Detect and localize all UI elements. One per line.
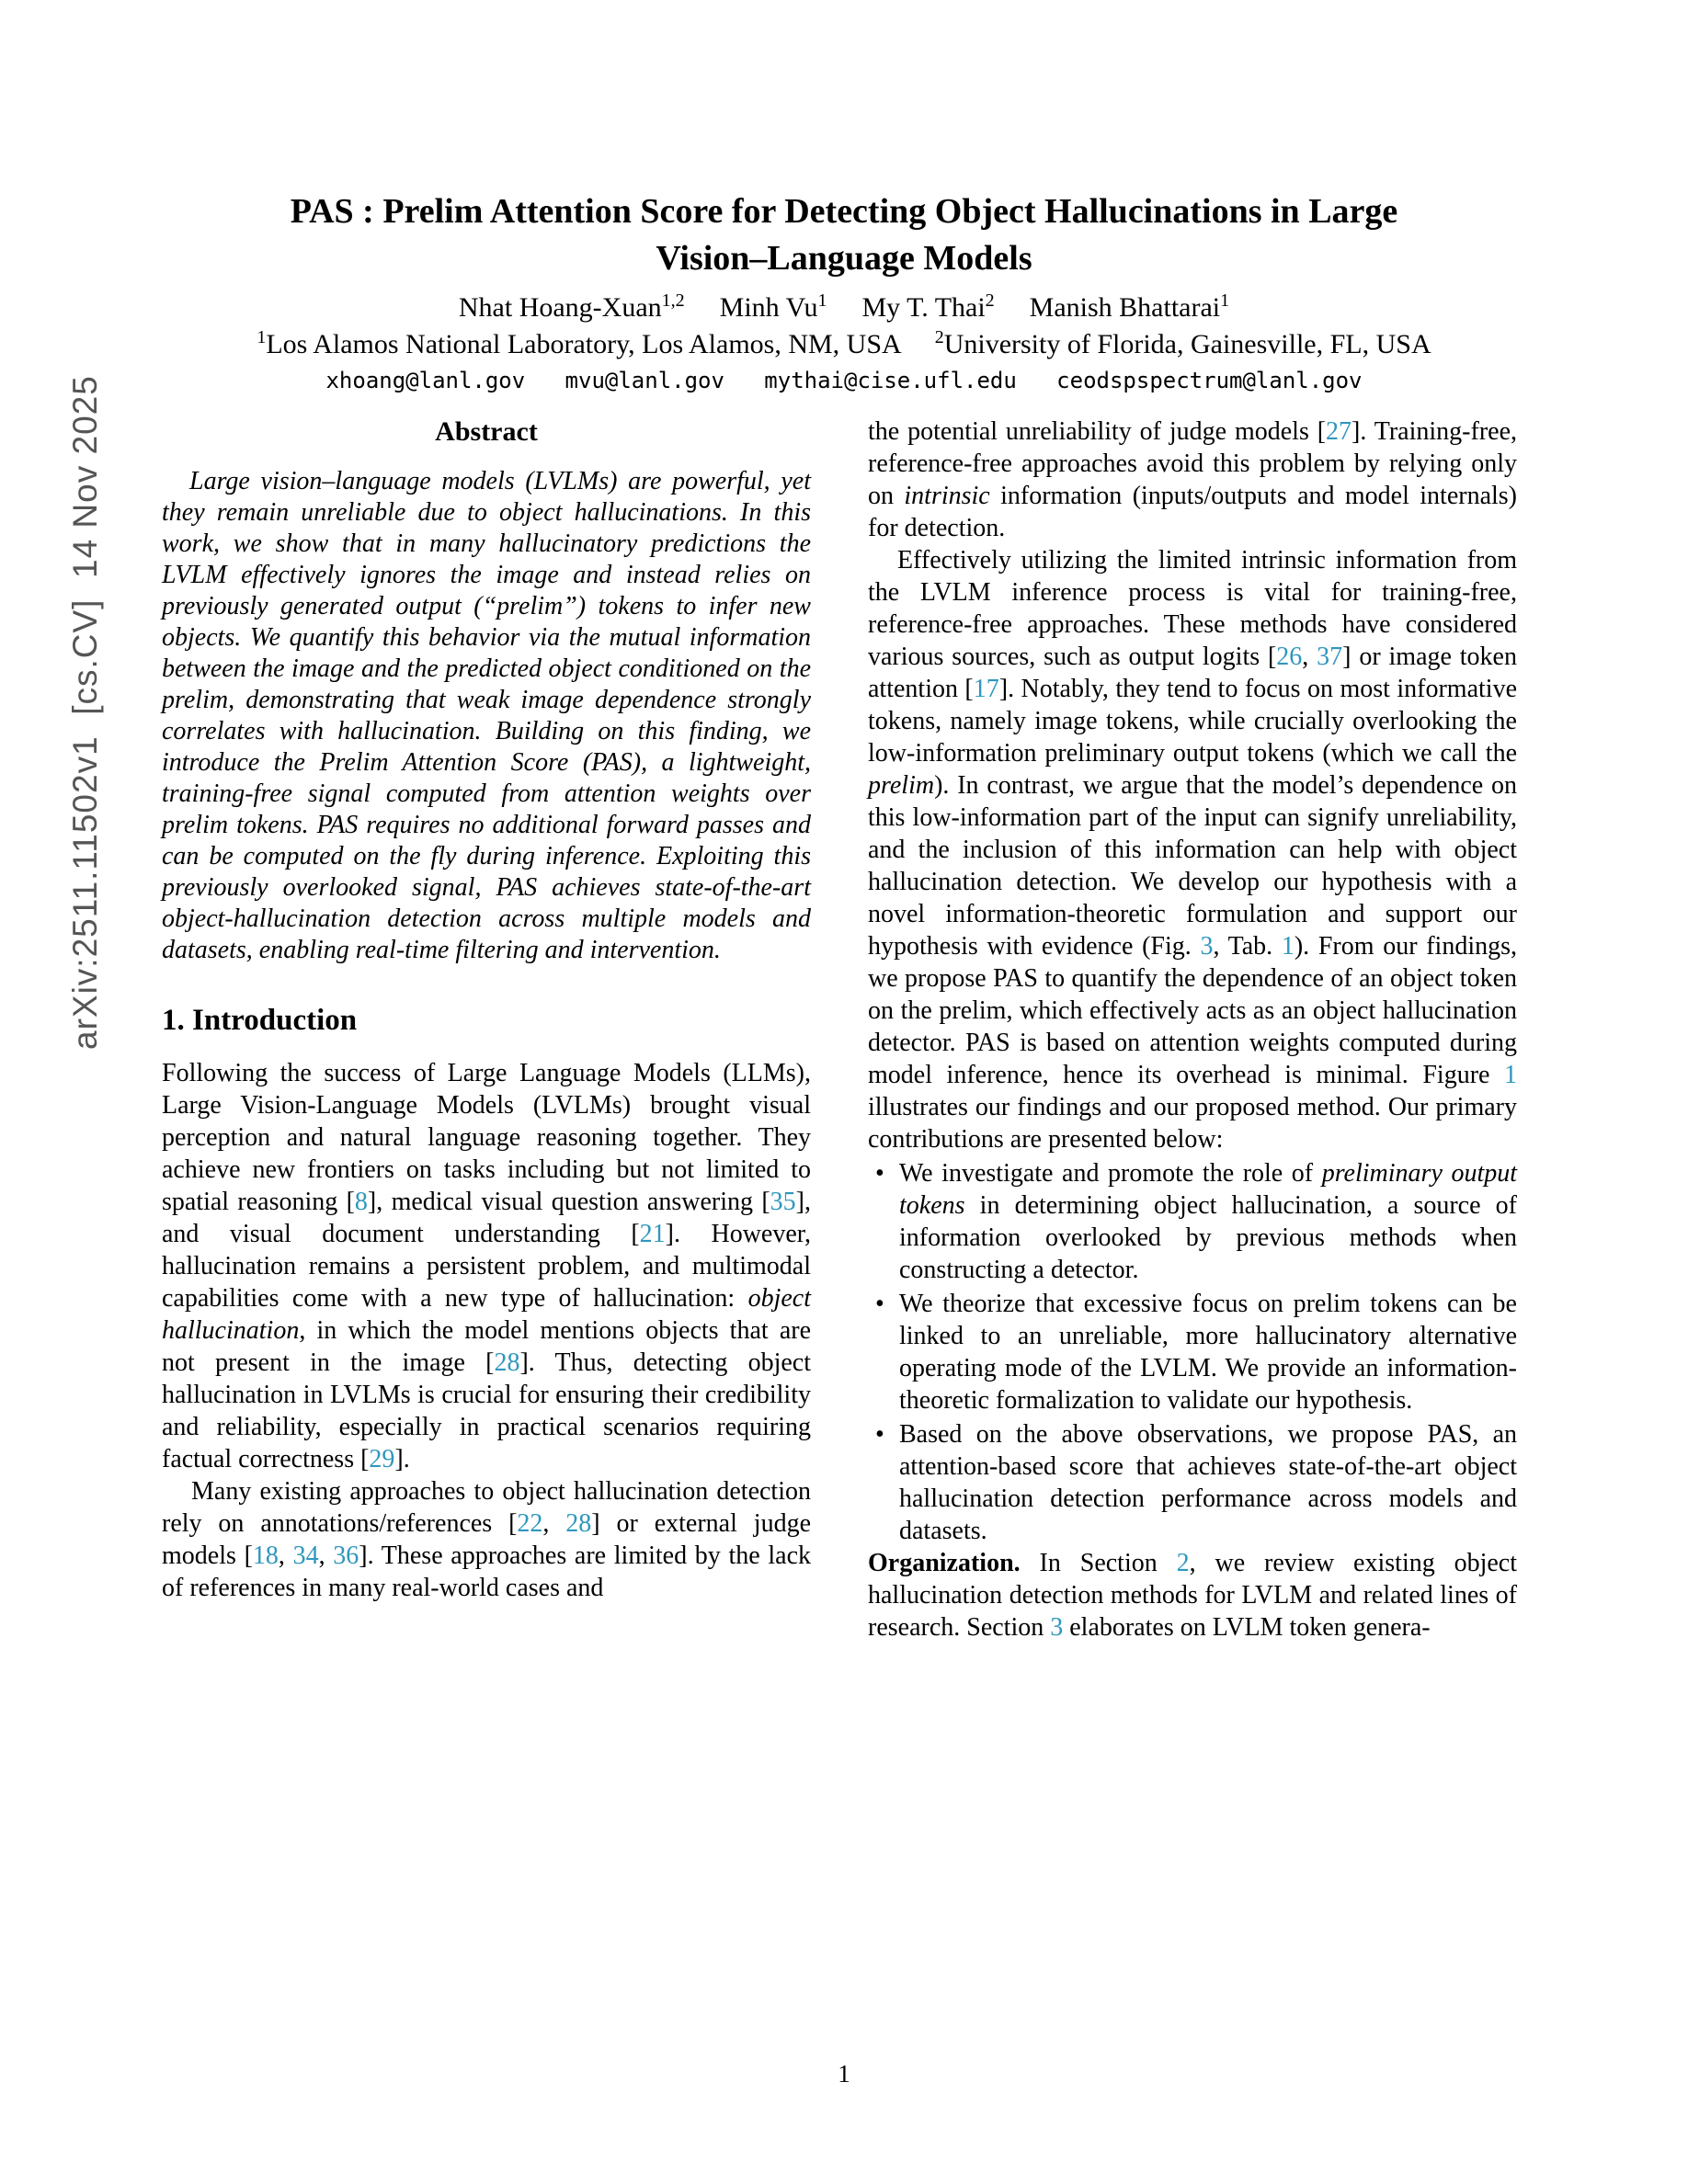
text-segment: ). In contrast, we argue that the model’s dependence on this low-information part of the input can signify unreliability, and the inclusion of this information can help with object hallucination detection. We develop our hypothesis with a novel information-theoretic formulation and support our hypothesis with evidence (Fig. (868, 771, 1517, 961)
text-segment: ]. Thus, detecting object hallucination in LVLMs is crucial for ensuring their credibility and reliability, especially in practical scenarios requiring factual correctness [ (162, 1348, 812, 1473)
left-column (162, 415, 811, 1604)
text-segment: ]. Training-free, reference-free approaches avoid this problem by relying only on (868, 417, 1518, 510)
citation-link[interactable]: 2 (1176, 1549, 1190, 1577)
contribution-text (899, 1290, 1517, 1415)
intro-paragraph-2 (162, 1475, 811, 1604)
text-segment: We theorize that excessive focus on prelim tokens can be linked to an unreliable, more hallucinatory alternative operating mode of the LVLM. We provide an information-theoretic formalization to validate our hypothesis. (899, 1290, 1517, 1415)
contribution-text (899, 1420, 1517, 1545)
text-segment: ] or external judge models [ (162, 1509, 811, 1570)
author-name: Manish Bhattarai (1029, 292, 1221, 323)
text-segment: ]. (394, 1445, 410, 1473)
right-paragraph-2 (868, 544, 1517, 1155)
citation-link[interactable]: 18 (252, 1541, 279, 1570)
author-affiliation-marker: 1 (1220, 290, 1230, 311)
text-segment: in determining object hallucination, a source of information overlooked by previous methods when constructing a detector. (899, 1191, 1517, 1284)
organization-paragraph (868, 1547, 1517, 1644)
list-item (868, 1288, 1517, 1416)
citation-link[interactable]: 28 (494, 1348, 520, 1377)
text-segment: We investigate and promote the role of (899, 1159, 1322, 1188)
author-emails: xhoang@lanl.gov mvu@lanl.gov mythai@cise.ufl.edu ceodspspectrum@lanl.gov (325, 368, 1363, 393)
text-segment: , (1302, 643, 1317, 671)
citation-link[interactable]: 17 (973, 675, 999, 703)
text-segment: ]. These approaches are limited by the lack of references in many real-world cases and (162, 1541, 811, 1602)
text-segment: elaborates on LVLM token genera- (1063, 1613, 1431, 1642)
intro-paragraph-1 (162, 1057, 811, 1475)
text-segment: intrinsic (904, 482, 990, 510)
author (862, 292, 995, 323)
bullet-icon: • (875, 1420, 884, 1449)
author-name: Minh Vu (719, 292, 818, 323)
author-affiliation-marker: 2 (985, 290, 995, 311)
citation-link[interactable]: 36 (333, 1541, 359, 1570)
text-segment: Organization. (868, 1549, 1021, 1577)
citation-link[interactable]: 34 (292, 1541, 319, 1570)
text-segment: Following the success of Large Language Models (LLMs), Large Vision-Language Models (LVLMs) brought visual perception and natural language reasoning together. They achieve new frontiers on tasks including but not limited to spatial reasoning [ (162, 1059, 811, 1216)
right-paragraph-1 (868, 415, 1517, 544)
affiliation (257, 329, 901, 359)
section-heading-introduction: 1. Introduction (162, 1004, 358, 1037)
text-segment: object hallucination (162, 1284, 811, 1345)
arxiv-watermark: arXiv:2511.11502v1 [cs.CV] 14 Nov 2025 (66, 375, 104, 1050)
page-number: 1 (838, 2060, 850, 2087)
text-segment: Based on the above observations, we propose PAS, an attention-based score that achieves state-of-the-art object hallucination detection performance across models and datasets. (899, 1420, 1517, 1545)
bullet-icon: • (875, 1159, 884, 1188)
abstract-text: Large vision–language models (LVLMs) are powerful, yet they remain unreliable due to object hallucinations. In this work, we show that in many hallucinatory predictions the LVLM effectively ignores the image and instead relies on previously generated output (“prelim”) tokens to infer new objects. We quantify this behavior via the mutual information between the image and the predicted object conditioned on the prelim, demonstrating that weak image dependence strongly correlates with hallucination. Building on this finding, we introduce the Prelim Attention Score (PAS), a lightweight, training-free signal computed from attention weights over prelim tokens. PAS requires no additional forward passes and can be computed on the fly during inference. Exploiting this previously overlooked signal, PAS achieves state-of-the-art object-hallucination detection across multiple models and datasets, enabling real-time filtering and intervention. (162, 467, 811, 964)
bullet-icon: • (875, 1290, 884, 1318)
text-segment: preliminary output tokens (899, 1159, 1517, 1220)
citation-link[interactable]: 28 (565, 1509, 592, 1538)
paper-title-line-1: PAS : Prelim Attention Score for Detecting Object Hallucinations in Large (290, 192, 1398, 231)
list-item (868, 1418, 1517, 1547)
citation-link[interactable]: 3 (1200, 932, 1214, 961)
citation-link[interactable]: 8 (354, 1188, 368, 1216)
right-column (868, 415, 1517, 1644)
citation-link[interactable]: 21 (639, 1220, 666, 1248)
text-segment: the potential unreliability of judge models [ (868, 417, 1327, 446)
affiliation-marker: 2 (934, 327, 944, 347)
author-affiliation-marker: 1 (817, 290, 827, 311)
citation-link[interactable]: 26 (1276, 643, 1303, 671)
text-segment: In Section (1020, 1549, 1177, 1577)
affiliation-list (0, 329, 1688, 360)
abstract-heading: Abstract (435, 416, 538, 447)
affiliation-marker: 1 (257, 327, 267, 347)
text-segment: information (inputs/outputs and model internals) for detection. (868, 482, 1518, 542)
paper-title (0, 188, 1688, 282)
list-item (868, 1157, 1517, 1286)
text-segment: , (278, 1541, 293, 1570)
citation-link[interactable]: 1 (1281, 932, 1295, 961)
text-segment: , (318, 1541, 334, 1570)
text-segment: Many existing approaches to object hallucination detection rely on annotations/references [ (162, 1477, 811, 1538)
text-segment: , (542, 1509, 566, 1538)
author-name: My T. Thai (861, 292, 986, 323)
text-segment: ]. Notably, they tend to focus on most informative tokens, namely image tokens, while crucially overlooking the low-information preliminary output tokens (which we call the (868, 675, 1517, 768)
text-segment: illustrates our findings and our proposed method. Our primary contributions are presented below: (868, 1093, 1517, 1154)
contributions-list (868, 1157, 1517, 1547)
text-segment: ]. However, hallucination remains a persistent problem, and multimodal capabilities come with a new type of hallucination: (162, 1220, 811, 1313)
citation-link[interactable]: 22 (517, 1509, 543, 1538)
contribution-text (899, 1159, 1517, 1284)
citation-link[interactable]: 3 (1050, 1613, 1064, 1642)
author-name: Nhat Hoang-Xuan (458, 292, 662, 323)
affiliation-text: Los Alamos National Laboratory, Los Alamos, NM, USA (266, 329, 902, 359)
text-segment: , in which the model mentions objects that are not present in the image [ (162, 1316, 811, 1377)
affiliation (935, 329, 1431, 359)
citation-link[interactable]: 27 (1326, 417, 1352, 446)
text-segment: , Tab. (1213, 932, 1282, 961)
text-segment: ). From our findings, we propose PAS to quantify the dependence of an object token on the prelim, which effectively acts as an object hallucination detector. PAS is based on attention weights computed during model inference, hence its overhead is minimal. Figure (868, 932, 1517, 1089)
citation-link[interactable]: 35 (770, 1188, 796, 1216)
author (1030, 292, 1229, 323)
author (720, 292, 827, 323)
citation-link[interactable]: 29 (369, 1445, 395, 1473)
affiliation-text: University of Florida, Gainesville, FL, USA (943, 329, 1431, 359)
author-list (0, 292, 1688, 324)
paper-title-line-2: Vision–Language Models (656, 239, 1032, 278)
text-segment: Effectively utilizing the limited intrinsic information from the LVLM inference process is vital for training-free, reference-free approaches. These methods have considered various sources, such as output logits [ (868, 546, 1517, 671)
author-affiliation-marker: 1,2 (661, 290, 685, 311)
text-segment: , we review existing object hallucination detection methods for LVLM and related lines of research. Section (868, 1549, 1518, 1642)
author (459, 292, 685, 323)
text-segment: ], and visual document understanding [ (162, 1188, 811, 1248)
citation-link[interactable]: 1 (1504, 1061, 1517, 1089)
text-segment: ] or image token attention [ (868, 643, 1517, 703)
text-segment: prelim (868, 771, 935, 800)
text-segment: ], medical visual question answering [ (367, 1188, 770, 1216)
citation-link[interactable]: 37 (1317, 643, 1343, 671)
